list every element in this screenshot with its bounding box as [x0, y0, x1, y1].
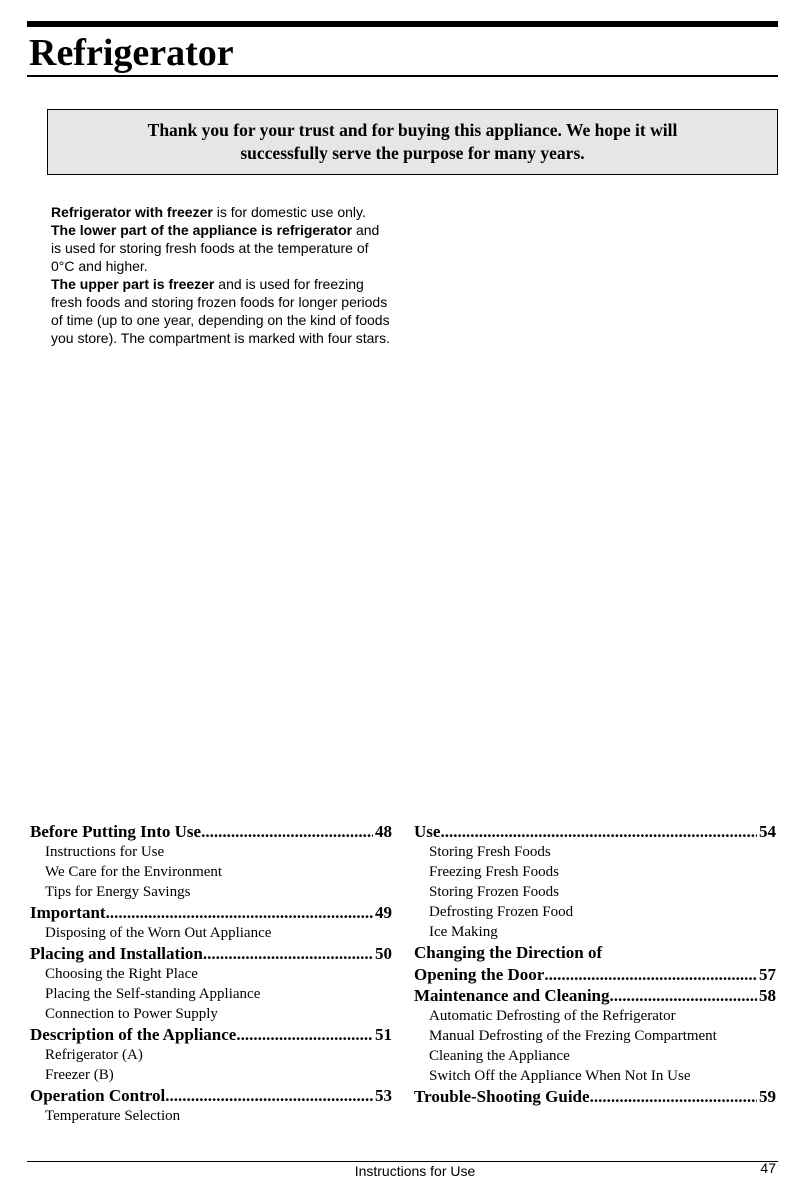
- toc-subentry[interactable]: Refrigerator (A): [45, 1047, 143, 1063]
- toc-entry-page: 49: [375, 903, 392, 922]
- toc-subentry[interactable]: Manual Defrosting of the Frezing Compartment: [429, 1028, 717, 1044]
- footer-rule: [27, 1161, 778, 1162]
- toc-entry-title: Operation Control: [30, 1086, 166, 1105]
- toc-entry-title: Placing and Installation: [30, 944, 203, 963]
- toc-leader: [106, 902, 373, 923]
- toc-entry-use[interactable]: [414, 821, 776, 842]
- toc-entry-title: Before Putting Into Use: [30, 822, 202, 841]
- toc-entry-important[interactable]: [30, 902, 392, 923]
- toc-leader: [203, 943, 373, 964]
- toc-entry-placing[interactable]: [30, 943, 392, 964]
- toc-subentry[interactable]: Instructions for Use: [45, 844, 165, 860]
- footer-label: Instructions for Use: [354, 1163, 476, 1179]
- toc-entry-title: Maintenance and Cleaning: [414, 986, 610, 1005]
- toc-subentry[interactable]: Storing Frozen Foods: [429, 884, 560, 900]
- top-rule: [27, 21, 778, 27]
- intro-text: [51, 203, 393, 347]
- toc-subentry[interactable]: Switch Off the Appliance When Not In Use: [429, 1068, 691, 1084]
- toc-leader: [590, 1086, 757, 1107]
- toc-entry-title: Opening the Door: [414, 965, 545, 984]
- toc-subentry[interactable]: Ice Making: [429, 924, 498, 940]
- intro-bold-3: The upper part is freezer: [51, 276, 215, 292]
- toc-entry-page: 59: [759, 1087, 776, 1106]
- intro-text-3: and is used for freezing fresh foods and storing frozen foods for longer periods of time (up to one year, depending on the kind of foods you store). The compartment is marked with four stars.: [51, 276, 390, 346]
- toc-entry-page: 50: [375, 944, 392, 963]
- toc-subentry[interactable]: Connection to Power Supply: [45, 1006, 218, 1022]
- toc-entry-before-use[interactable]: [30, 821, 392, 842]
- toc-subentry[interactable]: Defrosting Frozen Food: [429, 904, 574, 920]
- toc-subentry[interactable]: Disposing of the Worn Out Appliance: [45, 925, 272, 941]
- toc-entry-page: 53: [375, 1086, 392, 1105]
- toc-subentry[interactable]: Placing the Self-standing Appliance: [45, 986, 261, 1002]
- toc-leader: [544, 964, 757, 985]
- intro-bold-1: Refrigerator with freezer: [51, 204, 213, 220]
- toc-entry-maintenance[interactable]: [414, 985, 776, 1006]
- toc-subentry[interactable]: Choosing the Right Place: [45, 966, 198, 982]
- toc-entry-door[interactable]: [414, 964, 776, 985]
- intro-bold-2: The lower part of the appliance is refrigerator: [51, 222, 353, 238]
- toc-entry-title: Description of the Appliance: [30, 1025, 237, 1044]
- thank-you-line-1: Thank you for your trust and for buying this appliance. We hope it will: [147, 120, 678, 140]
- page-number: 47: [760, 1160, 776, 1176]
- toc-entry-page: 57: [759, 965, 776, 984]
- intro-text-2: and is used for storing fresh foods at the temperature of 0°C and higher.: [51, 222, 380, 274]
- toc-entry-description[interactable]: [30, 1024, 392, 1045]
- intro-paragraph-1: [51, 203, 393, 221]
- intro-paragraph-2: [51, 221, 393, 275]
- toc-entry-page: 54: [759, 822, 776, 841]
- toc-entry-title: Important: [30, 903, 106, 922]
- toc-right-column: [414, 821, 776, 1107]
- toc-entry-title: Use: [414, 822, 441, 841]
- toc-entry-page: 51: [375, 1025, 392, 1044]
- toc-entry-trouble-shooting[interactable]: [414, 1086, 776, 1107]
- toc-subentry[interactable]: Automatic Defrosting of the Refrigerator: [429, 1008, 676, 1024]
- toc-entry-page: 48: [375, 822, 392, 841]
- toc-subentry[interactable]: Cleaning the Appliance: [429, 1048, 570, 1064]
- intro-text-1: is for domestic use only.: [212, 204, 366, 220]
- toc-leader: [236, 1024, 373, 1045]
- title-rule: [27, 75, 778, 77]
- thank-you-line-2: successfully serve the purpose for many years.: [240, 143, 585, 163]
- toc-entry-title: Trouble-Shooting Guide: [414, 1087, 590, 1106]
- toc-entry-door-line-1[interactable]: Changing the Direction of: [414, 943, 603, 962]
- thank-you-box: [47, 109, 778, 175]
- toc-subentry[interactable]: Freezing Fresh Foods: [429, 864, 559, 880]
- intro-paragraph-3: [51, 275, 393, 347]
- toc-entry-operation[interactable]: [30, 1085, 392, 1106]
- toc-subentry[interactable]: Temperature Selection: [45, 1108, 181, 1124]
- toc-subentry[interactable]: Tips for Energy Savings: [45, 884, 191, 900]
- toc-entry-page: 58: [759, 986, 776, 1005]
- toc-subentry[interactable]: Freezer (B): [45, 1067, 114, 1083]
- toc-leader: [440, 821, 757, 842]
- toc-subentry[interactable]: Storing Fresh Foods: [429, 844, 551, 860]
- toc-leader: [165, 1085, 373, 1106]
- toc-leader: [610, 985, 757, 1006]
- toc-left-column: [30, 821, 392, 1126]
- page-title: Refrigerator: [29, 32, 234, 74]
- toc-leader: [201, 821, 373, 842]
- toc-subentry[interactable]: We Care for the Environment: [45, 864, 223, 880]
